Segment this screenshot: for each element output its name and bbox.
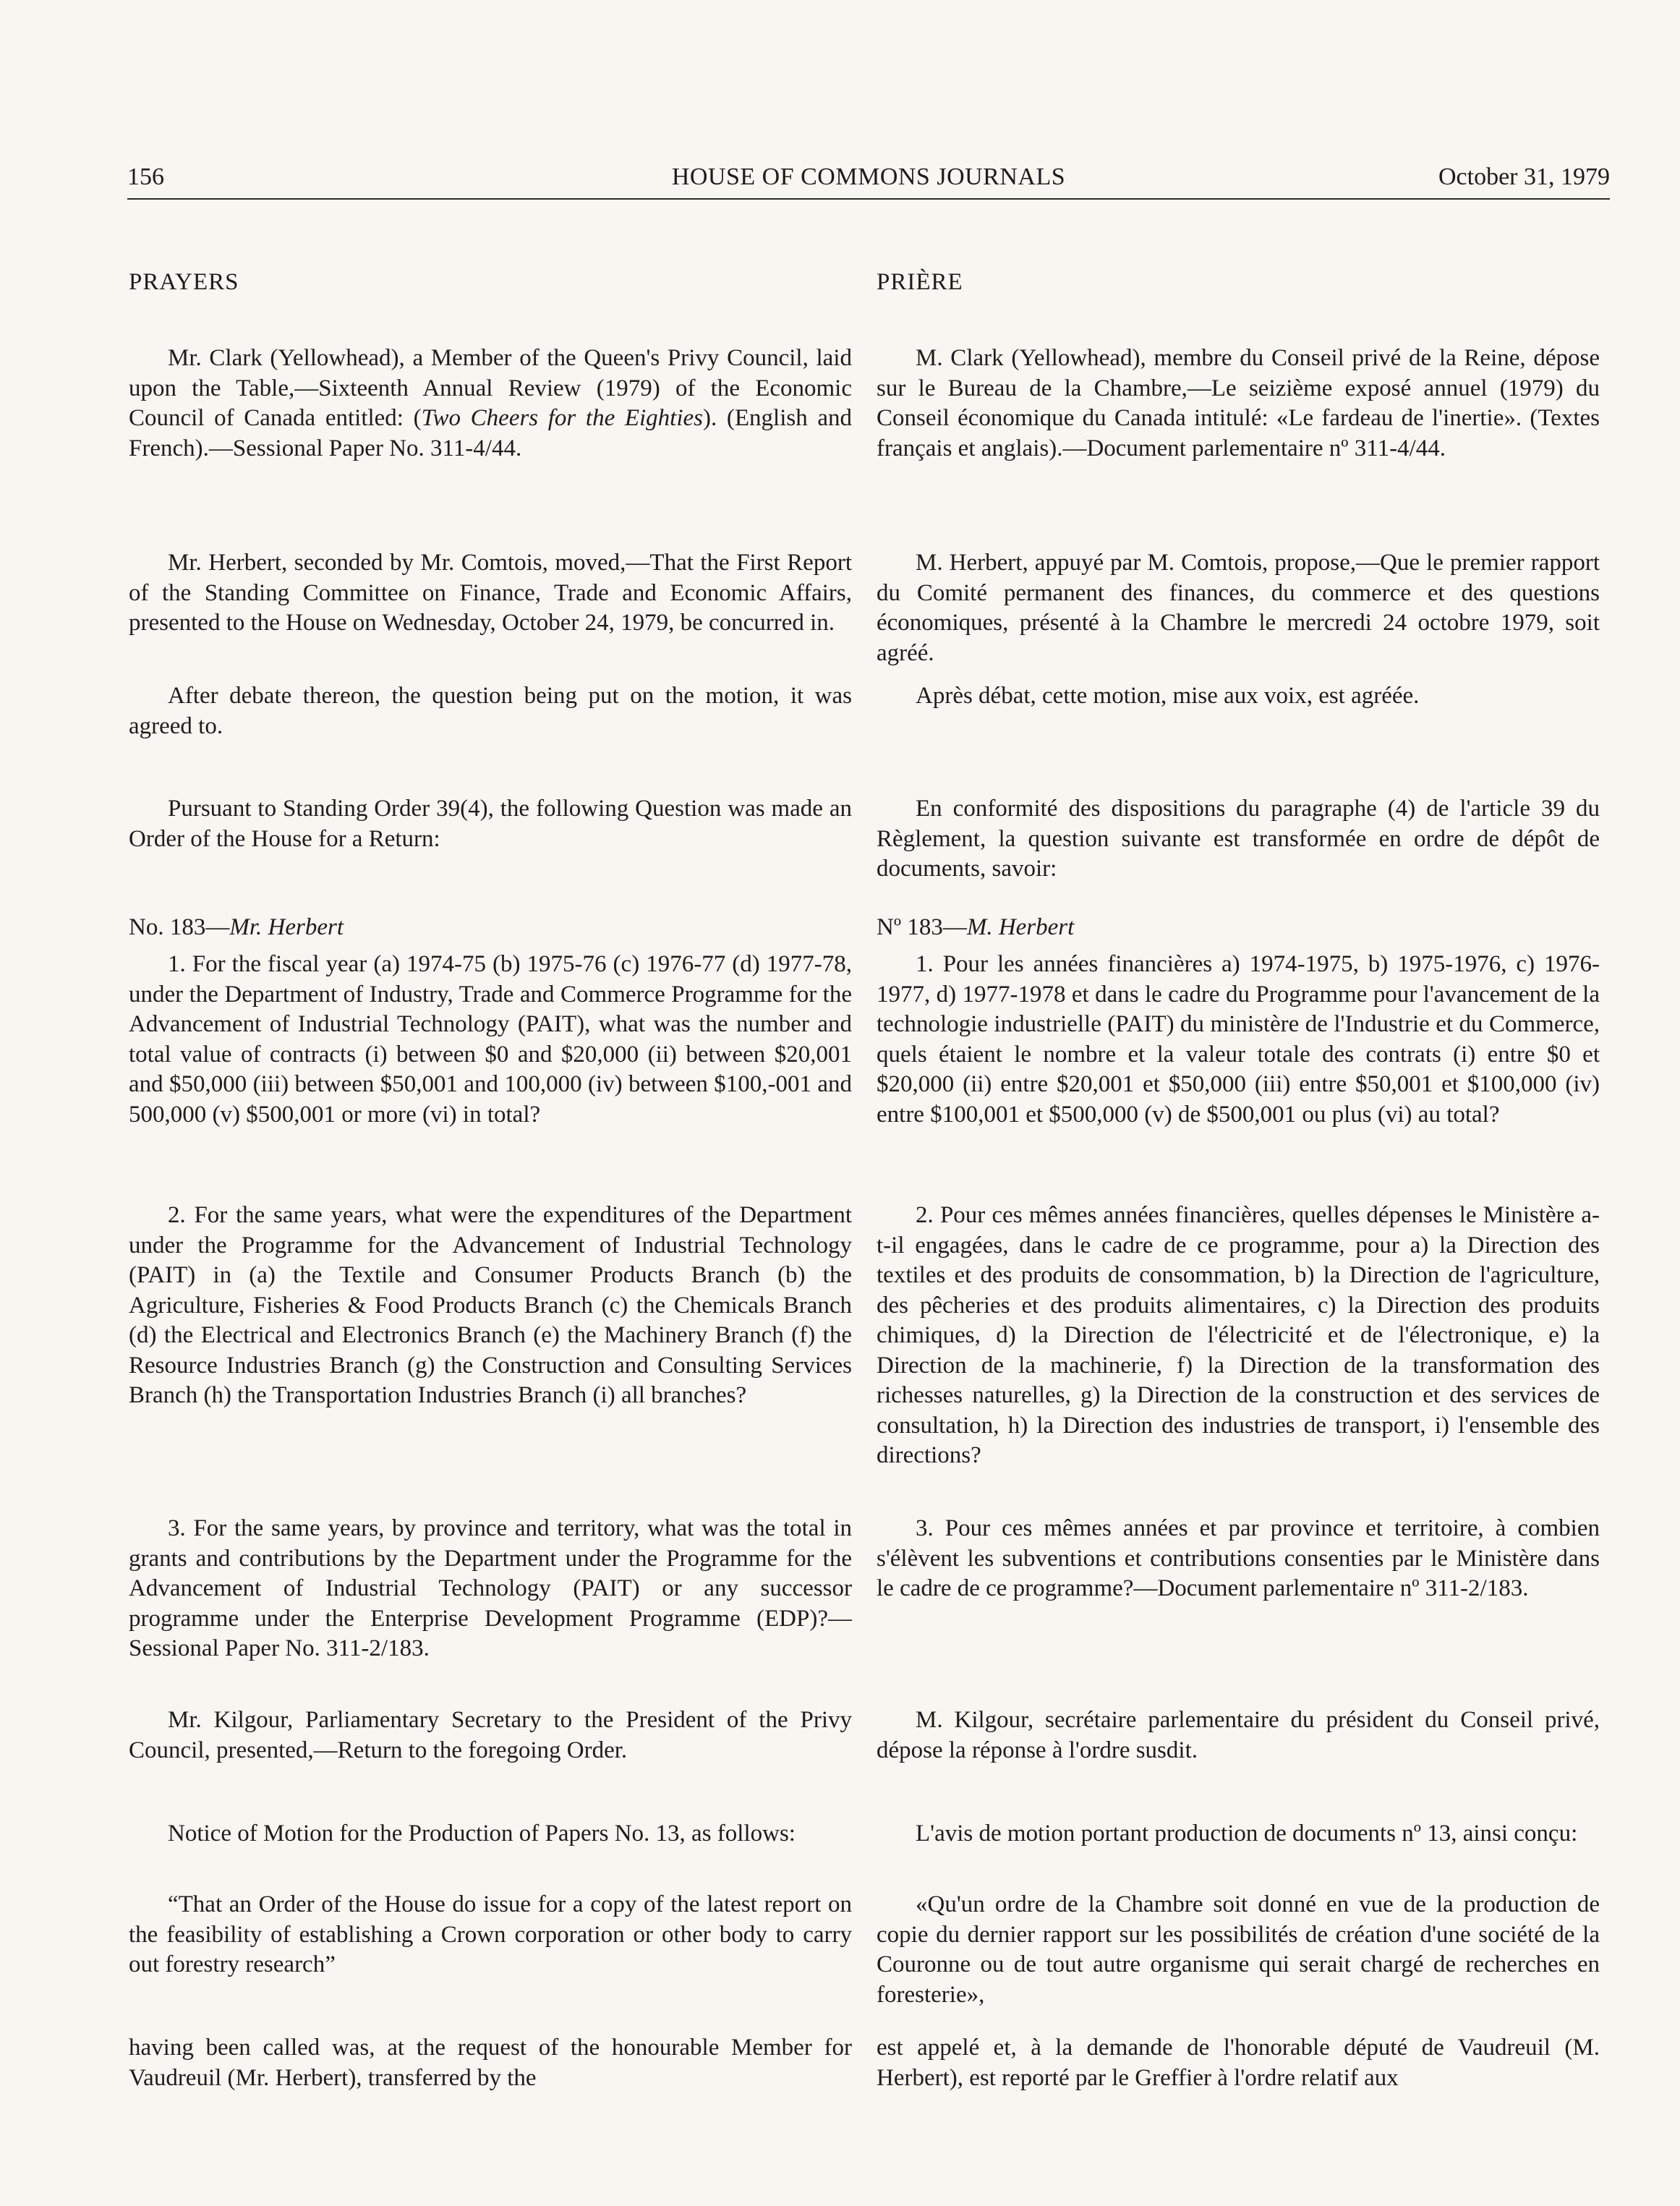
question-header-fr: [877, 913, 1600, 943]
clark-report-en-text-2: ). (English and French).—Sessional Paper No. 311-4/44.: [129, 405, 852, 461]
page-header: [127, 161, 1610, 200]
called-transferred-fr: est appelé et, à la demande de l'honorable député de Vaudreuil (M. Herbert), est reporté par le Greffier à l'ordre relatif aux: [877, 2035, 1600, 2091]
debate-result-en: After debate thereon, the question being put on the motion, it was agreed to.: [129, 683, 852, 739]
question-part-1-fr: 1. Pour les années financières a) 1974-1975, b) 1975-1976, c) 1976-1977, d) 1977-1978 et dans le cadre du Programme pour l'avancement de la technologie industrielle (PAIT) du ministère de l'Industrie et du Commerce, quels étaient le nombre et la valeur totale des contrats (i) entre $0 et $20,000 (ii) entre $20,001 et $50,000 (iii) entre $50,001 et $100,000 (iv) entre $100,001 et $500,000 (v) de $500,001 ou plus (vi) au total?: [877, 951, 1600, 1128]
section-heading-fr: PRIÈRE: [877, 269, 963, 295]
clark-report-en: [129, 344, 852, 464]
clark-report-fr: M. Clark (Yellowhead), membre du Conseil privé de la Reine, dépose sur le Bureau de la Chambre,—Le seizième exposé annuel (1979) du Conseil économique du Canada intitulé: «Le fardeau de l'inertie». (Textes français et anglais).—Document parlementaire nº 311-4/44.: [877, 345, 1600, 461]
question-part-3-fr: 3. Pour ces mêmes années et par province et territoire, à combien s'élèvent les subventions et contributions consenties par le Ministère dans le cadre de ce programme?—Document parlementaire nº 311-2/183.: [877, 1515, 1600, 1601]
kilgour-return-fr: M. Kilgour, secrétaire parlementaire du président du Conseil privé, dépose la réponse à l'ordre susdit.: [877, 1707, 1600, 1763]
notice-of-motion-fr: L'avis de motion portant production de documents nº 13, ainsi conçu:: [916, 1820, 1578, 1847]
question-number-en: No. 183—: [129, 914, 230, 940]
page-number: 156: [127, 163, 164, 190]
herbert-motion-en: Mr. Herbert, seconded by Mr. Comtois, moved,—That the First Report of the Standing Committee on Finance, Trade and Economic Affairs, presented to the House on Wednesday, October 24, 1979, be concurred in.: [129, 550, 852, 636]
question-part-3-en: 3. For the same years, by province and territory, what was the total in grants and contributions by the Department under the Programme for the Advancement of Industrial Technology (PAIT) or any successor programme under the Enterprise Development Programme (EDP)?—Sessional Paper No. 311-2/183.: [129, 1515, 852, 1661]
journal-date: October 31, 1979: [1438, 163, 1610, 190]
report-title-en: Two Cheers for the Eighties: [421, 405, 704, 431]
question-part-2-en: 2. For the same years, what were the expenditures of the Department under the Programme for the Advancement of Industrial Technology (PAIT) in (a) the Textile and Consumer Products Branch (b) the Agriculture, Fisheries & Food Products Branch (c) the Chemicals Branch (d) the Electrical and Electronics Branch (e) the Machinery Branch (f) the Resource Industries Branch (g) the Construction and Consulting Services Branch (h) the Transportation Industries Branch (i) all branches?: [129, 1202, 852, 1408]
motion-quote-en: “That an Order of the House do issue for a copy of the latest report on the feasibility of establishing a Crown corporation or other body to carry out forestry research”: [129, 1891, 852, 1977]
standing-order-en: Pursuant to Standing Order 39(4), the following Question was made an Order of the House for a Return:: [129, 796, 852, 852]
notice-of-motion-en: Notice of Motion for the Production of Papers No. 13, as follows:: [168, 1820, 796, 1847]
journal-title: HOUSE OF COMMONS JOURNALS: [671, 163, 1066, 190]
called-transferred-en: having been called was, at the request of the honourable Member for Vaudreuil (Mr. Herbert), transferred by the: [129, 2035, 852, 2091]
clark-report-en-text-1: Mr. Clark (Yellowhead), a Member of the Queen's Privy Council, laid upon the Table,—Sixteenth Annual Review (1979) of the Economic Council of Canada entitled: (: [129, 345, 852, 431]
motion-quote-fr: «Qu'un ordre de la Chambre soit donné en vue de la production de copie du dernier rapport sur les possibilités de création d'une société de la Couronne ou de tout autre organisme qui serait chargé de recherches en foresterie»,: [877, 1891, 1600, 2008]
herbert-motion-fr: M. Herbert, appuyé par M. Comtois, propose,—Que le premier rapport du Comité permanent des finances, du commerce et des questions économiques, présenté à la Chambre le mercredi 24 octobre 1979, soit agréé.: [877, 550, 1600, 666]
question-part-2-fr: 2. Pour ces mêmes années financières, quelles dépenses le Ministère a-t-il engagées, dans le cadre de ce programme, pour a) la Direction des textiles et des produits de consommation, b) la Direction de l'agriculture, des pêcheries et des produits alimentaires, c) la Direction des produits chimiques, d) la Direction de l'électricité et de l'électronique, e) la Direction de la machinerie, f) la Direction de la transformation des richesses naturelles, g) la Direction de la construction et des services de consultation, h) la Direction des industries de transport, i) l'ensemble des directions?: [877, 1202, 1600, 1468]
question-part-1-en: 1. For the fiscal year (a) 1974-75 (b) 1975-76 (c) 1976-77 (d) 1977-78, under the Department of Industry, Trade and Commerce Programme for the Advancement of Industrial Technology (PAIT), what was the number and total value of contracts (i) between $0 and $20,000 (ii) between $20,001 and $50,000 (iii) between $50,001 and 100,000 (iv) between $100,-001 and 500,000 (v) $500,001 or more (vi) in total?: [129, 951, 852, 1128]
question-member-fr: M. Herbert: [966, 914, 1075, 940]
standing-order-fr: En conformité des dispositions du paragraphe (4) de l'article 39 du Règlement, la question suivante est transformée en ordre de dépôt de documents, savoir:: [877, 796, 1600, 882]
question-member-en: Mr. Herbert: [229, 914, 344, 940]
section-heading-en: PRAYERS: [129, 269, 239, 295]
kilgour-return-en: Mr. Kilgour, Parliamentary Secretary to the President of the Privy Council, presented,—Return to the foregoing Order.: [129, 1707, 852, 1763]
question-header-en: [129, 913, 852, 943]
question-number-fr: Nº 183—: [877, 914, 967, 940]
debate-result-fr: Après débat, cette motion, mise aux voix, est agréée.: [916, 683, 1420, 709]
